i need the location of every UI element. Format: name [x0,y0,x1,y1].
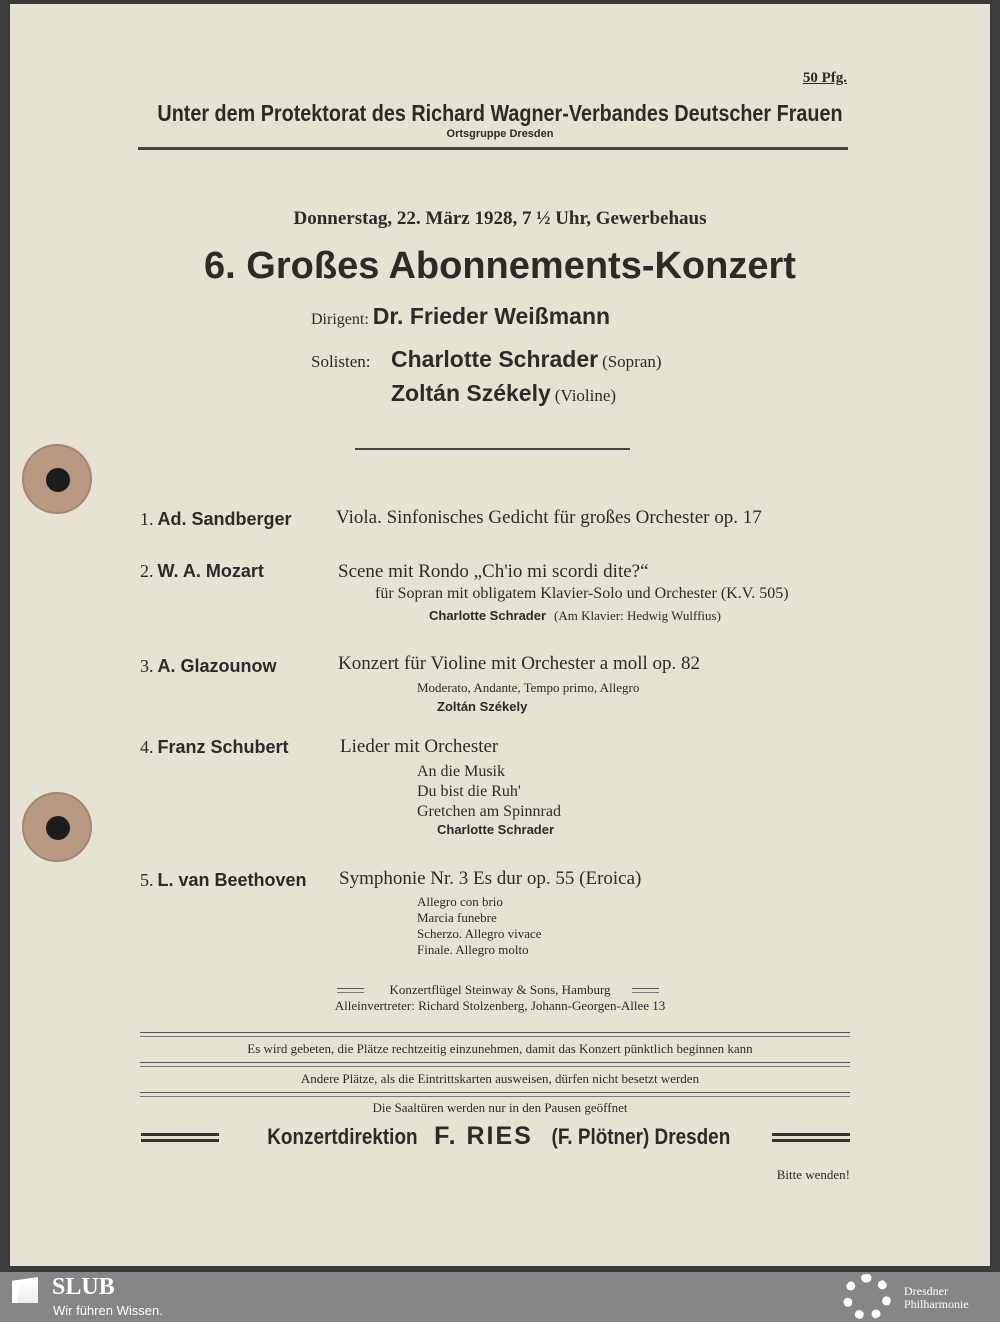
conductor-label: Dirigent: [311,311,369,328]
work-title: Lieder mit Orchester [340,736,499,757]
work-detail: für Sopran mit obligatem Klavier-Solo und Orchester (K.V. 505) [375,585,789,602]
concert-title: 6. Großes Abonnements-Konzert [204,245,796,287]
program-item-5: 5. L. van Beethoven [140,870,307,890]
program-item-1: 1. Ad. Sandberger [140,509,292,529]
work-title: Konzert für Violine mit Orchester a moll op. 82 [338,653,701,674]
piano-line: Konzertflügel Steinway & Sons, Hamburg [389,982,611,997]
work-title: Symphonie Nr. 3 Es dur op. 55 (Eroica) [339,868,642,889]
divider [140,1092,850,1097]
performer: Charlotte Schrader (Am Klavier: Hedwig Wulffius) [429,608,721,623]
conductor-name: Dr. Frieder Weißmann [372,303,611,329]
divider [138,147,848,150]
soloists-label: Solisten: [311,352,371,371]
punch-hole [22,444,92,514]
performer: Zoltán Székely [437,699,528,714]
price: 50 Pfg. [802,70,847,86]
notice: Die Saaltüren werden nur in den Pausen geöffnet [372,1100,628,1115]
divider [140,1062,850,1067]
notice: Andere Plätze, als die Eintrittskarten ausweisen, dürfen nicht besetzt werden [300,1071,700,1086]
slub-logo-icon [12,1277,38,1303]
soloist: Zoltán Székely (Violine) [391,380,617,406]
program-item-2: 2. W. A. Mozart [140,561,264,581]
concert-direction: Konzertdirektion F. RIES (F. Plötner) Dresden [267,1122,731,1150]
philharmonie-logo-icon [843,1274,891,1320]
movement-list: Allegro con brio Marcia funebre Scherzo. Allegro vivace Finale. Allegro molto [417,894,542,957]
conductor-line [311,303,610,330]
work-title: Scene mit Rondo „Ch'io mi scordi dite?“ [338,561,649,582]
turn-note: Bitte wenden! [776,1167,850,1182]
performer: Charlotte Schrader [437,822,555,837]
work-title: Viola. Sinfonisches Gedicht für großes Orchester op. 17 [336,507,762,528]
program-item-4: 4. Franz Schubert [140,737,289,757]
footer-bar [0,1272,1000,1322]
song-list: An die Musik Du bist die Ruh' Gretchen am Spinnrad [417,763,561,820]
patronage-sub: Ortsgruppe Dresden [446,128,554,140]
ornament-rule [772,1133,850,1142]
patronage: Unter dem Protektorat des Richard Wagner-Verbandes Deutscher Frauen [157,100,843,126]
ornament-rule [632,988,659,993]
slub-slogan: Wir führen Wissen. [53,1303,163,1318]
divider [140,1032,850,1037]
program-item-3: 3. A. Glazounow [140,656,277,676]
punch-hole [22,792,92,862]
divider [355,448,630,450]
work-detail: Moderato, Andante, Tempo primo, Allegro [417,680,640,695]
date-line: Donnerstag, 22. März 1928, 7 ½ Uhr, Gewerbehaus [293,208,707,229]
philharmonie-logo[interactable]: Dresdner Philharmonie [904,1284,969,1311]
agent-line: Alleinvertreter: Richard Stolzenberg, Johann-Georgen-Allee 13 [334,998,666,1013]
soloist: Charlotte Schrader (Sopran) [391,346,662,372]
slub-logo[interactable]: SLUB [52,1274,115,1300]
notice: Es wird gebeten, die Plätze rechtzeitig einzunehmen, damit das Konzert pünktlich beginnen kann [247,1041,753,1056]
